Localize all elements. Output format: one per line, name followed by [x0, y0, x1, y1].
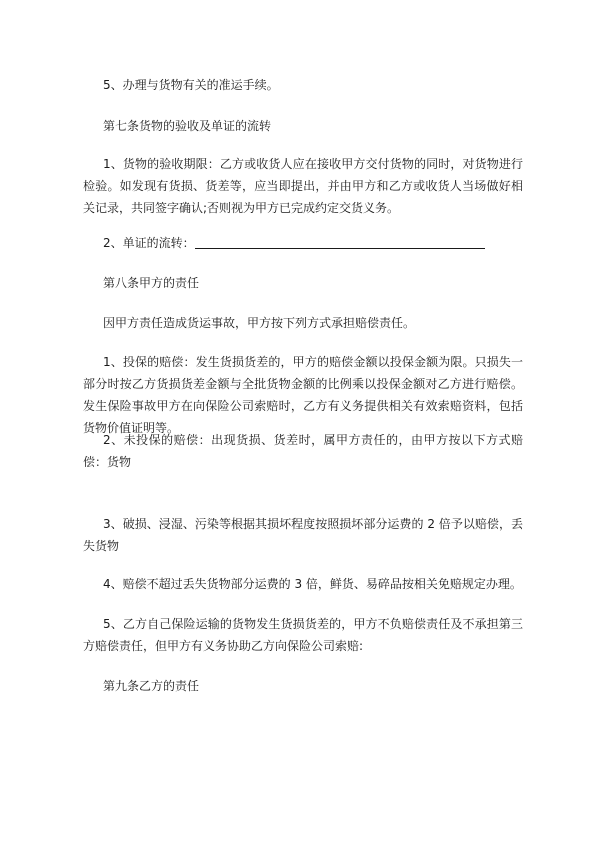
clause-8-2-text: 2、未投保的赔偿：出现货损、货差时，属甲方责任的，由甲方按以下方式赔偿：货物: [83, 433, 523, 469]
clause-7-2-text: 2、单证的流转：: [103, 236, 195, 250]
document-flow-blank-line: [195, 236, 485, 249]
article-8-intro-text: 因甲方责任造成货运事故，甲方按下列方式承担赔偿责任。: [103, 316, 416, 330]
article-8-heading: 第八条甲方的责任: [103, 276, 200, 290]
clause-8-5-text: 5、乙方自己保险运输的货物发生货损货差的，甲方不负赔偿责任及不承担第三方赔偿责任，但甲方有义务协助乙方向保险公司索赔:: [83, 617, 523, 653]
clause-7-5-text: 5、办理与货物有关的准运手续。: [103, 78, 279, 92]
clause-8-1-text: 1、投保的赔偿：发生货损货差的，甲方的赔偿金额以投保金额为限。只损失一部分时按乙方货损货差金额与全批货物金额的比例乘以投保金额对乙方进行赔偿。发生保险事故甲方在向保险公司索赔时，乙方有义务提供相关有效索赔资料，包括货物价值证明等。: [83, 355, 523, 435]
clause-7-2-line: [83, 232, 523, 254]
clause-8-4-text: 4、赔偿不超过丢失货物部分运费的 3 倍，鲜货、易碎品按相关免赔规定办理。: [103, 577, 522, 591]
article-7-heading: 第七条货物的验收及单证的流转: [103, 119, 272, 133]
clause-8-3-text: 3、破损、浸湿、污染等根据其损坏程度按照损坏部分运费的 2 倍予以赔偿，丢失货物: [83, 517, 523, 553]
clause-7-1-text: 1、货物的验收期限：乙方或收货人应在接收甲方交付货物的同时，对货物进行检验。如发现有货损、货差等，应当即提出，并由甲方和乙方或收货人当场做好相关记录，共同签字确认;否则视为甲方已完成约定交货义务。: [83, 157, 523, 215]
article-9-heading: 第九条乙方的责任: [103, 679, 200, 693]
